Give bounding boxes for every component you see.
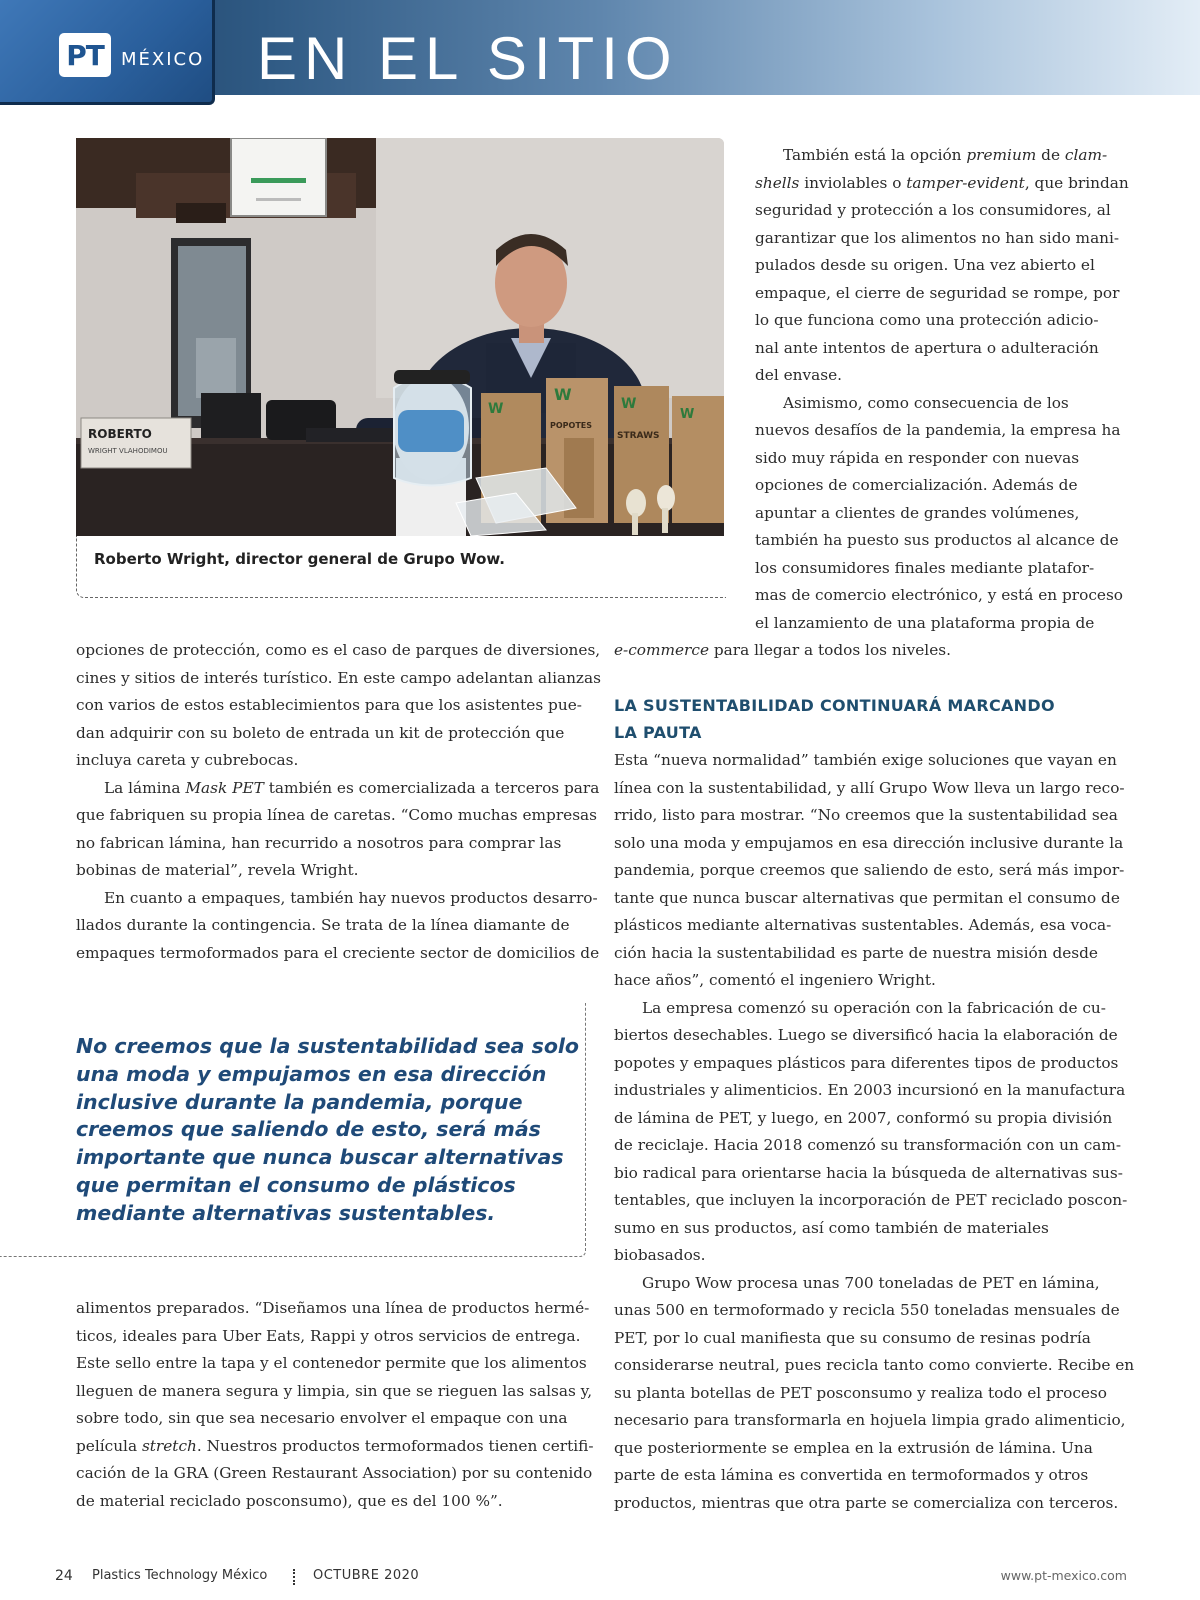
footer-divider (293, 1569, 295, 1585)
text-line: considerarse neutral, pues recicla tanto como convierte. Recibe en (614, 1356, 1135, 1374)
text-line: popotes y empaques plásticos para diferentes tipos de productos (614, 1053, 1119, 1072)
text-line: PET, por lo cual manifiesta que su consumo de resinas podría (614, 1328, 1091, 1347)
text-line: rrido, listo para mostrar. “No creemos que la sustentabilidad sea (614, 806, 1118, 824)
text-line: biobasados. (614, 1246, 706, 1264)
quote-line: una moda y empujamos en esa dirección (76, 1061, 547, 1086)
text-line: apuntar a clientes de grandes volúmenes, (755, 503, 1080, 522)
text-line: tante que nunca buscar alternativas que permitan el consumo de (614, 888, 1120, 907)
svg-text:W: W (554, 385, 572, 404)
subheading-line: LA SUSTENTABILIDAD CONTINUARÁ MARCANDO (614, 696, 1055, 715)
text-line: incluya careta y cubrebocas. (76, 751, 299, 769)
photo-person-at-desk-icon (76, 138, 724, 536)
text-line: En cuanto a empaques, también hay nuevos productos desarro- (104, 888, 598, 907)
text-line: el lanzamiento de una plataforma propia de (755, 613, 1095, 632)
text-line: productos, mientras que otra parte se comercializa con terceros. (614, 1493, 1119, 1512)
quote-line: creemos que saliendo de esto, será más (76, 1117, 541, 1142)
pull-quote (76, 1033, 580, 1228)
quote-line: mediante alternativas sustentables. (76, 1200, 496, 1225)
text-line: los consumidores finales mediante platafor- (755, 558, 1095, 577)
right-column-wrap-line (614, 637, 1124, 665)
text-line: solo una moda y empujamos en esa dirección inclusive durante la (614, 833, 1124, 852)
text-line: bobinas de material”, revela Wright. (76, 861, 359, 879)
text-line: tentables, que incluyen la incorporación de PET reciclado poscon- (614, 1191, 1128, 1209)
text-line: alimentos preparados. “Diseñamos una línea de productos hermé- (76, 1299, 590, 1317)
text-line: también ha puesto sus productos al alcance de (755, 531, 1119, 549)
magazine-logo (0, 0, 215, 105)
text-line: pulados desde su origen. Una vez abierto el (755, 256, 1095, 274)
text-line: de lámina de PET, y luego, en 2007, conformó su propia división (614, 1108, 1113, 1127)
section-subheading (614, 692, 1124, 746)
text-line: su planta botellas de PET posconsumo y realiza todo el proceso (614, 1383, 1107, 1402)
right-column-top-text (755, 142, 1127, 637)
photo-caption: Roberto Wright, director general de Grupo Wow. (94, 550, 505, 568)
text-line: seguridad y protección a los consumidores, al (755, 201, 1111, 219)
text-line: opciones de protección, como es el caso de parques de diversiones, (76, 641, 601, 659)
text-line: sobre todo, sin que sea necesario envolver el empaque con una (76, 1409, 568, 1427)
text-line: Este sello entre la tapa y el contenedor permite que los alimentos (76, 1354, 587, 1372)
text-line: no fabrican lámina, han recurrido a nosotros para comprar las (76, 833, 562, 852)
text-line: cación de la GRA (Green Restaurant Association) por su contenido (76, 1464, 593, 1482)
text-line: opciones de comercialización. Además de (755, 476, 1078, 494)
svg-text:ROBERTO: ROBERTO (88, 427, 152, 441)
left-column-text-b (76, 1295, 596, 1515)
text-line: sido muy rápida en responder con nuevas (755, 448, 1080, 467)
issue-date: OCTUBRE 2020 (313, 1568, 420, 1583)
text-line: película stretch. Nuestros productos termoformados tienen certifi- (76, 1436, 594, 1455)
svg-text:W: W (621, 396, 637, 412)
text-line: necesario para transformarla en hojuela limpia grado alimenticio, (614, 1411, 1126, 1429)
text-line: que fabriquen su propia línea de caretas. “Como muchas empresas (76, 806, 598, 824)
text-line: cines y sitios de interés turístico. En este campo adelantan alianzas (76, 668, 601, 687)
left-column-text-a (76, 637, 601, 967)
text-line: ticos, ideales para Uber Eats, Rappi y otros servicios de entrega. (76, 1326, 581, 1345)
text-line: lo que funciona como una protección adicio- (755, 311, 1099, 329)
right-column-main-text (614, 747, 1135, 1517)
website-link[interactable]: www.pt-mexico.com (1000, 1568, 1127, 1583)
text-line: sumo en sus productos, así como también de materiales (614, 1218, 1049, 1237)
svg-text:STRAWS: STRAWS (617, 431, 660, 441)
text-line: del envase. (755, 366, 843, 384)
svg-text:POPOTES: POPOTES (550, 421, 593, 430)
svg-text:WRIGHT VLAHODIMOU: WRIGHT VLAHODIMOU (88, 447, 168, 455)
text-line: nal ante intentos de apertura o adulteración (755, 338, 1099, 357)
text-line: que posteriormente se emplea en la extrusión de lámina. Una (614, 1438, 1093, 1457)
text-line: Esta “nueva normalidad” también exige soluciones que vayan en (614, 751, 1117, 769)
text-line: de material reciclado posconsumo), que es del 100 %”. (76, 1491, 503, 1510)
svg-text:W: W (680, 407, 695, 422)
quote-line: que permitan el consumo de plásticos (76, 1172, 516, 1197)
article-photo (76, 138, 724, 536)
text-line: plásticos mediante alternativas sustentables. Además, esa voca- (614, 916, 1112, 934)
subheading-line: LA PAUTA (614, 723, 702, 742)
photo-caption-box (76, 536, 726, 598)
text-line: shells inviolables o tamper-evident, que brindan (755, 173, 1129, 192)
quote-line: No creemos que la sustentabilidad sea solo (76, 1034, 580, 1058)
text-line: pandemia, porque creemos que saliendo de esto, será más impor- (614, 861, 1125, 879)
text-line: nuevos desafíos de la pandemia, la empresa ha (755, 421, 1121, 439)
text-line: unas 500 en termoformado y recicla 550 toneladas mensuales de (614, 1301, 1120, 1319)
text-line: bio radical para orientarse hacia la búsqueda de alternativas sus- (614, 1163, 1123, 1182)
text-line: dan adquirir con su boleto de entrada un kit de protección que (76, 723, 565, 742)
text-line: lleguen de manera segura y limpia, sin que se rieguen las salsas y, (76, 1381, 593, 1400)
text-line: La lámina Mask PET también es comercializada a terceros para (104, 778, 600, 797)
svg-text:W: W (488, 401, 504, 417)
text-line: mas de comercio electrónico, y está en proceso (755, 586, 1123, 604)
quote-line: inclusive durante la pandemia, porque (76, 1089, 523, 1114)
pt-logo-text: PT (66, 38, 104, 72)
page-number: 24 (55, 1568, 73, 1584)
region-label: MÉXICO (121, 49, 205, 70)
text-line: También está la opción premium de clam- (783, 146, 1108, 164)
text-line: hace años”, comentó el ingeniero Wright. (614, 971, 936, 989)
text-line: biertos desechables. Luego se diversificó hacia la elaboración de (614, 1026, 1118, 1044)
section-title: EN EL SITIO (257, 25, 679, 92)
text-line: empaques termoformados para el creciente sector de domicilios de (76, 943, 600, 962)
publication-name: Plastics Technology México (92, 1568, 268, 1583)
text-line: de reciclaje. Hacia 2018 comenzó su transformación con un cam- (614, 1136, 1122, 1154)
text-line: La empresa comenzó su operación con la fabricación de cu- (642, 998, 1106, 1017)
text-line: empaque, el cierre de seguridad se rompe, por (755, 283, 1120, 302)
text-line: con varios de estos establecimientos para que los asistentes pue- (76, 696, 582, 714)
text-line: línea con la sustentabilidad, y allí Grupo Wow lleva un largo reco- (614, 778, 1125, 797)
text-line: industriales y alimenticios. En 2003 incursionó en la manufactura (614, 1081, 1126, 1099)
page-footer (55, 1568, 1127, 1588)
pt-logo-badge (59, 33, 111, 77)
text-line: Grupo Wow procesa unas 700 toneladas de PET en lámina, (642, 1273, 1100, 1292)
text-line: llados durante la contingencia. Se trata de la línea diamante de (76, 916, 570, 934)
text-line: Asimismo, como consecuencia de los (783, 393, 1069, 412)
text-line: parte de esta lámina es convertida en termoformados y otros (614, 1466, 1089, 1484)
text-line: e-commerce para llegar a todos los niveles. (614, 641, 951, 659)
quote-line: importante que nunca buscar alternativas (76, 1145, 564, 1170)
text-line: garantizar que los alimentos no han sido mani- (755, 228, 1120, 247)
text-line: ción hacia la sustentabilidad es parte de nuestra misión desde (614, 943, 1098, 962)
